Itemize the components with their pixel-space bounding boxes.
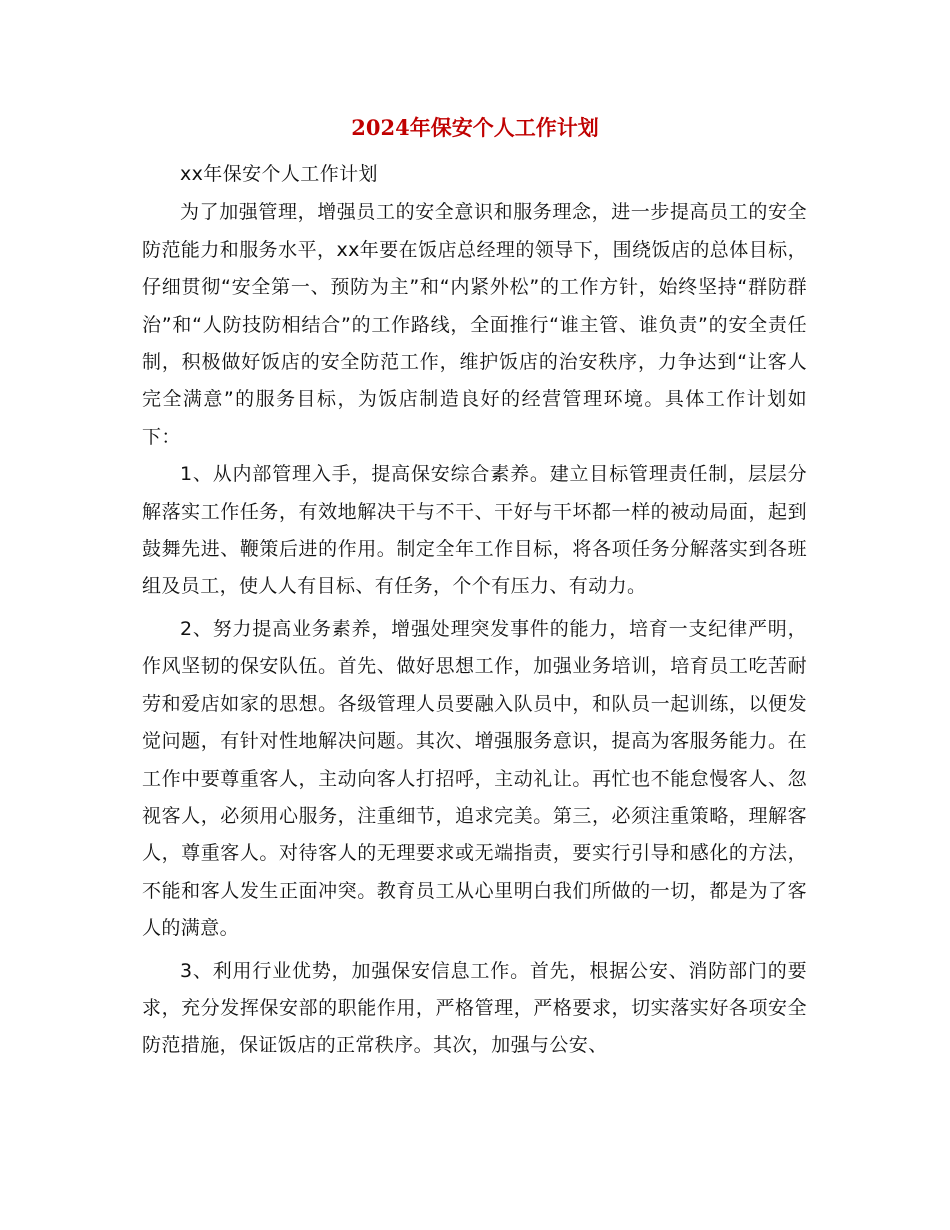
plan-item-1: 1、从内部管理入手，提高保安综合素养。建立目标管理责任制，层层分解落实工作任务，有效地解决干与不干、干好与干坏都一样的被动局面，起到鼓舞先进、鞭策后进的作用。制定全年工作目标，将各项任务分解落实到各班组及员工，使人人有目标、有任务，个个有压力、有动力。 bbox=[142, 463, 807, 598]
plan-item-3: 3、利用行业优势，加强保安信息工作。首先，根据公安、消防部门的要求，充分发挥保安部的职能作用，严格管理，严格要求，切实落实好各项安全防范措施，保证饭店的正常秩序。其次，加强与公安、 bbox=[142, 959, 807, 1057]
document-subtitle: xx年保安个人工作计划 bbox=[180, 163, 378, 185]
document-title: 2024年保安个人工作计划 bbox=[351, 115, 599, 140]
plan-item-2: 2、努力提高业务素养，增强处理突发事件的能力，培育一支纪律严明，作风坚韧的保安队伍。首先、做好思想工作，加强业务培训，培育员工吃苦耐劳和爱店如家的思想。各级管理人员要融入队员中，和队员一起训练，以便发觉问题，有针对性地解决问题。其次、增强服务意识，提高为客服务能力。在工作中要尊重客人，主动向客人打招呼，主动礼让。再忙也不能怠慢客人、忽视客人，必须用心服务，注重细节，追求完美。第三，必须注重策略，理解客人，尊重客人。对待客人的无理要求或无端指责，要实行引导和感化的方法，不能和客人发生正面冲突。教育员工从心里明白我们所做的一切，都是为了客人的满意。 bbox=[142, 617, 807, 940]
intro-paragraph: 为了加强管理，增强员工的安全意识和服务理念，进一步提高员工的安全防范能力和服务水平，xx年要在饭店总经理的领导下，围绕饭店的总体目标，仔细贯彻“安全第一、预防为主”和“内紧外松”的工作方针，始终坚持“群防群治”和“人防技防相结合”的工作路线，全面推行“谁主管、谁负责”的安全责任制，积极做好饭店的安全防范工作，维护饭店的治安秩序，力争达到“让客人完全满意”的服务目标，为饭店制造良好的经营管理环境。具体工作计划如下： bbox=[142, 201, 807, 448]
document-body bbox=[142, 156, 807, 1065]
